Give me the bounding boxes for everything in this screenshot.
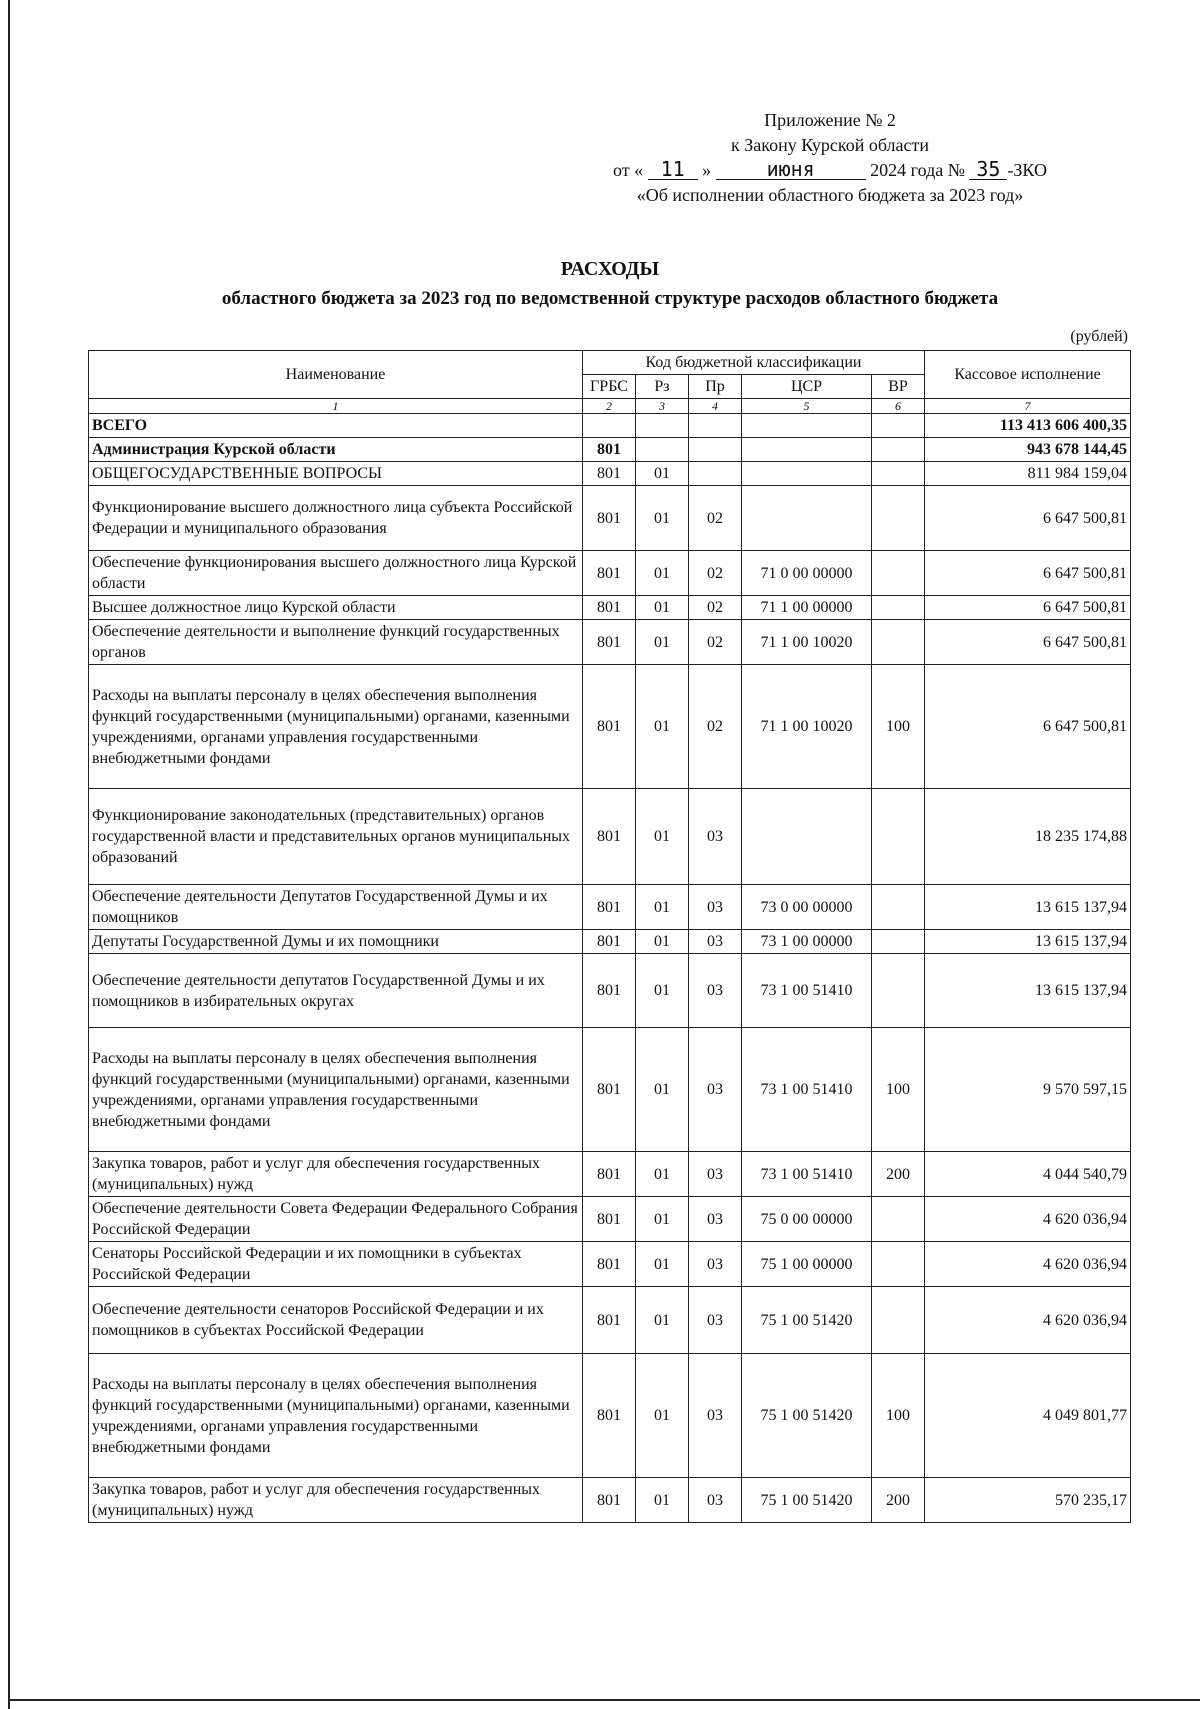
row-grbs: 801 — [583, 1242, 636, 1287]
row-amount: 4 620 036,94 — [925, 1242, 1131, 1287]
row-vr: 100 — [872, 1354, 925, 1478]
row-name: Администрация Курской области — [89, 438, 583, 462]
row-pr: 02 — [689, 551, 742, 596]
row-csr: 71 1 00 10020 — [742, 665, 872, 789]
table-row — [89, 1152, 1131, 1197]
table-row — [89, 1197, 1131, 1242]
table-row — [89, 1354, 1131, 1478]
law-number: 35 — [969, 159, 1007, 180]
units-label: (рублей) — [1070, 328, 1128, 345]
row-amount: 13 615 137,94 — [925, 930, 1131, 954]
document-subtitle: областного бюджета за 2023 год по ведомственной структуре расходов областного бюджета — [221, 288, 999, 309]
row-amount: 811 984 159,04 — [925, 462, 1131, 486]
col-number: 6 — [872, 399, 925, 414]
row-rz: 01 — [636, 1197, 689, 1242]
row-grbs: 801 — [583, 1287, 636, 1354]
row-vr — [872, 1242, 925, 1287]
row-pr — [689, 414, 742, 438]
row-name: ОБЩЕГОСУДАРСТВЕННЫЕ ВОПРОСЫ — [89, 462, 583, 486]
row-amount: 6 647 500,81 — [925, 665, 1131, 789]
row-name: Расходы на выплаты персоналу в целях обеспечения выполнения функций государственными (муниципальными) органами, казенными учреждениями, органами управления государственными внебюджетными фондами — [89, 1354, 583, 1478]
row-rz: 01 — [636, 596, 689, 620]
row-csr: 71 0 00 00000 — [742, 551, 872, 596]
row-csr: 73 1 00 51410 — [742, 1152, 872, 1197]
row-pr: 02 — [689, 620, 742, 665]
row-amount: 6 647 500,81 — [925, 551, 1131, 596]
col-name-header: Наименование — [89, 351, 583, 399]
row-name: Закупка товаров, работ и услуг для обеспечения государственных (муниципальных) нужд — [89, 1478, 583, 1523]
row-csr: 75 1 00 51420 — [742, 1478, 872, 1523]
row-pr: 03 — [689, 1028, 742, 1152]
row-amount: 113 413 606 400,35 — [925, 414, 1131, 438]
row-grbs: 801 — [583, 665, 636, 789]
row-amount: 6 647 500,81 — [925, 596, 1131, 620]
col-grbs-header: ГРБС — [583, 375, 636, 399]
row-amount: 570 235,17 — [925, 1478, 1131, 1523]
table-row — [89, 551, 1131, 596]
row-name: Высшее должностное лицо Курской области — [89, 596, 583, 620]
row-rz: 01 — [636, 486, 689, 551]
row-grbs: 801 — [583, 789, 636, 885]
row-csr: 73 1 00 51410 — [742, 1028, 872, 1152]
col-pr-header: Пр — [689, 375, 742, 399]
row-vr — [872, 954, 925, 1028]
col-number: 4 — [689, 399, 742, 414]
header-row-1 — [89, 351, 1131, 375]
row-rz: 01 — [636, 551, 689, 596]
row-grbs: 801 — [583, 1152, 636, 1197]
row-csr: 75 1 00 00000 — [742, 1242, 872, 1287]
row-vr — [872, 596, 925, 620]
table-row — [89, 620, 1131, 665]
row-vr — [872, 486, 925, 551]
row-pr: 02 — [689, 596, 742, 620]
budget-table — [88, 350, 1131, 1523]
row-csr — [742, 486, 872, 551]
row-name: Расходы на выплаты персоналу в целях обеспечения выполнения функций государственными (муниципальными) органами, казенными учреждениями, органами управления государственными внебюджетными фондами — [89, 665, 583, 789]
row-rz: 01 — [636, 1478, 689, 1523]
row-rz: 01 — [636, 665, 689, 789]
row-grbs: 801 — [583, 596, 636, 620]
row-name: Обеспечение деятельности Совета Федерации Федерального Собрания Российской Федерации — [89, 1197, 583, 1242]
row-csr: 75 1 00 51420 — [742, 1287, 872, 1354]
law-line: к Закону Курской области — [731, 135, 929, 155]
row-pr: 03 — [689, 954, 742, 1028]
row-csr — [742, 789, 872, 885]
col-csr-header: ЦСР — [742, 375, 872, 399]
row-pr: 03 — [689, 1478, 742, 1523]
row-rz — [636, 414, 689, 438]
row-name: Функционирование законодательных (представительных) органов государственной власти и представительных органов муниципальных образований — [89, 789, 583, 885]
table-row — [89, 1478, 1131, 1523]
row-pr: 03 — [689, 885, 742, 930]
col-rz-header: Рз — [636, 375, 689, 399]
col-number: 1 — [89, 399, 583, 414]
table-row — [89, 954, 1131, 1028]
row-vr — [872, 930, 925, 954]
row-grbs: 801 — [583, 885, 636, 930]
row-rz: 01 — [636, 885, 689, 930]
row-pr: 02 — [689, 665, 742, 789]
row-name: Обеспечение деятельности и выполнение функций государственных органов — [89, 620, 583, 665]
row-csr: 71 1 00 00000 — [742, 596, 872, 620]
table-body — [89, 414, 1131, 1523]
row-grbs: 801 — [583, 1354, 636, 1478]
row-pr: 02 — [689, 486, 742, 551]
row-amount: 943 678 144,45 — [925, 438, 1131, 462]
col-number: 5 — [742, 399, 872, 414]
row-rz: 01 — [636, 462, 689, 486]
row-vr: 200 — [872, 1152, 925, 1197]
col-number: 7 — [925, 399, 1131, 414]
table-row — [89, 414, 1131, 438]
row-grbs: 801 — [583, 462, 636, 486]
row-amount: 4 620 036,94 — [925, 1197, 1131, 1242]
row-pr: 03 — [689, 1152, 742, 1197]
date-prefix: от « — [613, 160, 644, 180]
row-name: Сенаторы Российской Федерации и их помощники в субъектах Российской Федерации — [89, 1242, 583, 1287]
table-row — [89, 885, 1131, 930]
row-vr: 200 — [872, 1478, 925, 1523]
table-row — [89, 1242, 1131, 1287]
row-amount: 9 570 597,15 — [925, 1028, 1131, 1152]
row-csr: 71 1 00 10020 — [742, 620, 872, 665]
table-row — [89, 438, 1131, 462]
table-row — [89, 596, 1131, 620]
row-amount: 4 044 540,79 — [925, 1152, 1131, 1197]
row-name: Депутаты Государственной Думы и их помощники — [89, 930, 583, 954]
row-rz: 01 — [636, 1242, 689, 1287]
row-grbs: 801 — [583, 1028, 636, 1152]
row-vr — [872, 414, 925, 438]
row-grbs: 801 — [583, 620, 636, 665]
row-vr — [872, 551, 925, 596]
date-line — [560, 158, 1100, 183]
row-csr: 73 1 00 51410 — [742, 954, 872, 1028]
row-grbs: 801 — [583, 551, 636, 596]
row-rz: 01 — [636, 1287, 689, 1354]
row-vr — [872, 885, 925, 930]
appendix-line: Приложение № 2 — [764, 110, 896, 130]
row-name: Закупка товаров, работ и услуг для обеспечения государственных (муниципальных) нужд — [89, 1152, 583, 1197]
law-title: «Об исполнении областного бюджета за 2023 год» — [636, 185, 1024, 205]
law-suffix: -ЗКО — [1007, 160, 1047, 180]
appendix-header — [560, 108, 1100, 208]
row-rz: 01 — [636, 954, 689, 1028]
row-vr: 100 — [872, 1028, 925, 1152]
col-code-group-header: Код бюджетной классификации — [583, 351, 925, 375]
row-amount: 6 647 500,81 — [925, 620, 1131, 665]
row-vr — [872, 1197, 925, 1242]
row-vr: 100 — [872, 665, 925, 789]
col-amount-header: Кассовое исполнение — [925, 351, 1131, 399]
row-amount: 13 615 137,94 — [925, 954, 1131, 1028]
table-row — [89, 486, 1131, 551]
row-rz: 01 — [636, 1028, 689, 1152]
column-numbers-row — [89, 399, 1131, 414]
col-number: 2 — [583, 399, 636, 414]
row-grbs: 801 — [583, 438, 636, 462]
row-rz: 01 — [636, 620, 689, 665]
row-name: Функционирование высшего должностного лица субъекта Российской Федерации и муниципального образования — [89, 486, 583, 551]
row-csr — [742, 414, 872, 438]
table-row — [89, 665, 1131, 789]
row-name: Обеспечение деятельности сенаторов Российской Федерации и их помощников в субъектах Российской Федерации — [89, 1287, 583, 1354]
date-year: 2024 года № — [870, 160, 965, 180]
row-rz: 01 — [636, 1152, 689, 1197]
table-row — [89, 930, 1131, 954]
row-rz: 01 — [636, 1354, 689, 1478]
row-grbs: 801 — [583, 486, 636, 551]
date-month: июня — [716, 159, 866, 180]
row-amount: 6 647 500,81 — [925, 486, 1131, 551]
row-rz: 01 — [636, 930, 689, 954]
row-grbs — [583, 414, 636, 438]
col-number: 3 — [636, 399, 689, 414]
col-vr-header: ВР — [872, 375, 925, 399]
row-csr: 75 1 00 51420 — [742, 1354, 872, 1478]
date-mid: » — [702, 160, 712, 180]
row-amount: 4 620 036,94 — [925, 1287, 1131, 1354]
row-name: Обеспечение функционирования высшего должностного лица Курской области — [89, 551, 583, 596]
row-name: Обеспечение деятельности Депутатов Государственной Думы и их помощников — [89, 885, 583, 930]
date-day: 11 — [648, 159, 698, 180]
row-grbs: 801 — [583, 954, 636, 1028]
row-pr: 03 — [689, 1242, 742, 1287]
table-row — [89, 789, 1131, 885]
row-vr — [872, 462, 925, 486]
row-name: ВСЕГО — [89, 414, 583, 438]
row-pr — [689, 438, 742, 462]
row-pr: 03 — [689, 1287, 742, 1354]
row-rz — [636, 438, 689, 462]
row-csr: 73 1 00 00000 — [742, 930, 872, 954]
row-pr: 03 — [689, 1354, 742, 1478]
table-row — [89, 462, 1131, 486]
row-vr — [872, 789, 925, 885]
row-csr: 75 0 00 00000 — [742, 1197, 872, 1242]
table-row — [89, 1287, 1131, 1354]
table-row — [89, 1028, 1131, 1152]
row-name: Расходы на выплаты персоналу в целях обеспечения выполнения функций государственными (муниципальными) органами, казенными учреждениями, органами управления государственными внебюджетными фондами — [89, 1028, 583, 1152]
page-border-left — [8, 0, 10, 1709]
row-csr: 73 0 00 00000 — [742, 885, 872, 930]
row-amount: 18 235 174,88 — [925, 789, 1131, 885]
row-grbs: 801 — [583, 1197, 636, 1242]
row-pr: 03 — [689, 930, 742, 954]
row-vr — [872, 1287, 925, 1354]
row-amount: 4 049 801,77 — [925, 1354, 1131, 1478]
row-name: Обеспечение деятельности депутатов Государственной Думы и их помощников в избирательных округах — [89, 954, 583, 1028]
row-vr — [872, 620, 925, 665]
row-grbs: 801 — [583, 1478, 636, 1523]
row-amount: 13 615 137,94 — [925, 885, 1131, 930]
row-pr — [689, 462, 742, 486]
row-pr: 03 — [689, 1197, 742, 1242]
row-csr — [742, 438, 872, 462]
document-title: РАСХОДЫ — [560, 258, 660, 280]
row-csr — [742, 462, 872, 486]
row-rz: 01 — [636, 789, 689, 885]
row-vr — [872, 438, 925, 462]
page-border-bottom — [8, 1699, 1200, 1701]
row-grbs: 801 — [583, 930, 636, 954]
row-pr: 03 — [689, 789, 742, 885]
